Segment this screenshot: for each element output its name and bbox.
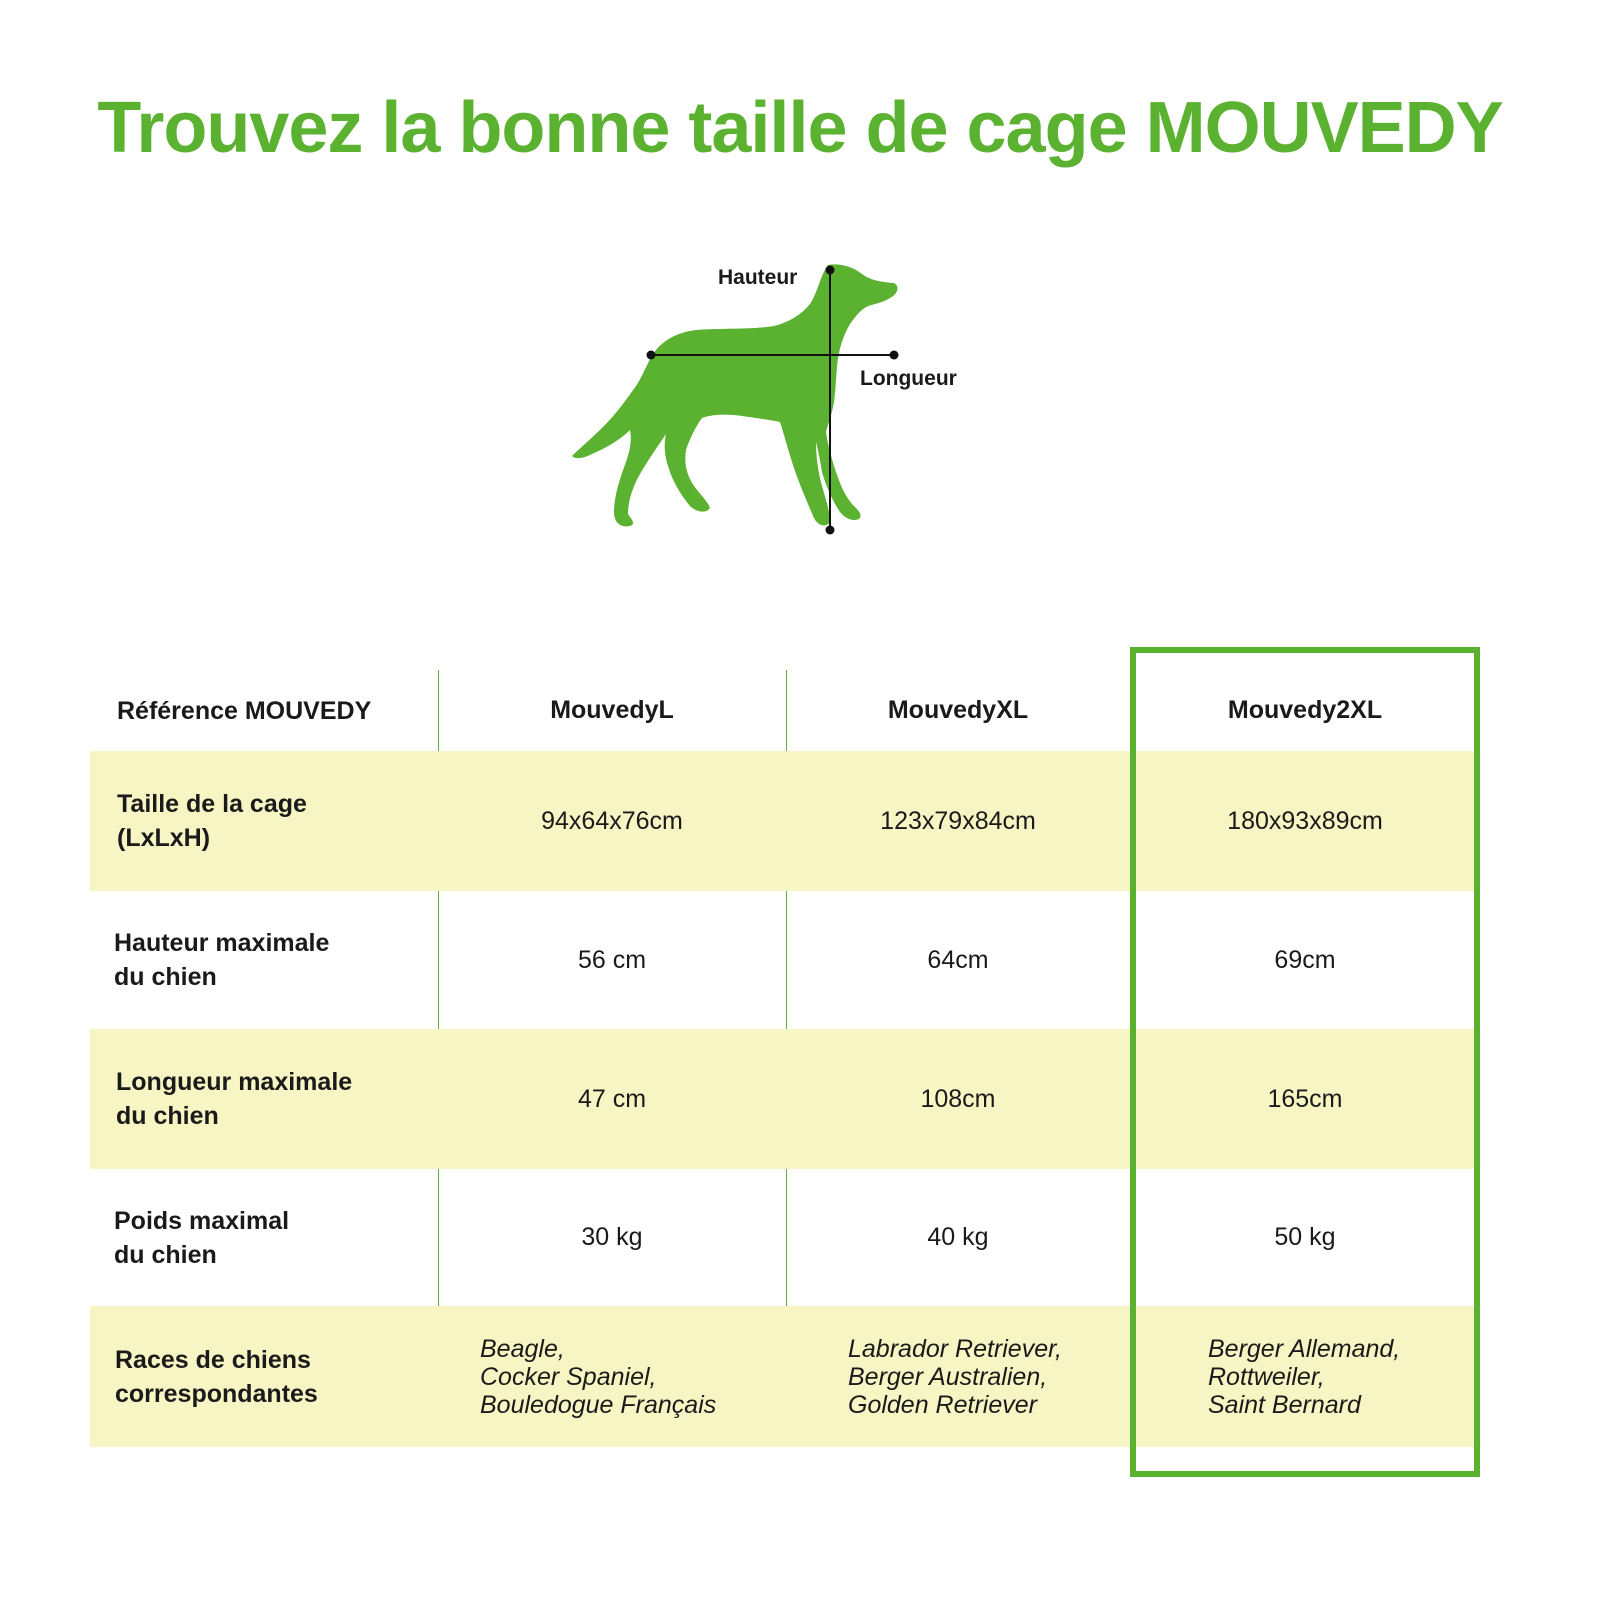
size-table [90,670,1480,1447]
table-cell: 165cm [1130,1029,1480,1169]
breeds-cell [786,1306,1130,1447]
row-label-line: (LxLxH) [117,824,211,852]
row-label-line: du chien [116,1102,219,1130]
breed-item: Bouledogue Français [480,1390,717,1419]
table-header-row [90,670,1480,751]
row-label-max-length [90,1029,438,1169]
row-label-line: Longueur maximale [116,1068,353,1096]
table-row [90,1306,1480,1447]
breeds-cell [1130,1306,1480,1447]
table-cell: 56 cm [577,945,647,974]
length-label: Longueur [860,367,957,390]
row-label-line: Taille de la cage [117,790,307,818]
table-row [90,891,1480,1029]
breed-item: Golden Retriever [848,1390,1037,1419]
table-cell: 47 cm [438,1029,786,1169]
row-label-cage-size [90,751,438,891]
header-reference: Référence MOUVEDY [117,696,372,725]
breed-item: Cocker Spaniel, [480,1362,657,1391]
table-row [90,1029,1480,1169]
table-row [90,751,1480,891]
breed-item: Berger Australien, [848,1362,1048,1391]
breed-item: Labrador Retriever, [848,1334,1063,1363]
row-label-line: Poids maximal [114,1206,290,1235]
row-label-line: du chien [114,963,217,991]
header-mouvedy-xl: MouvedyXL [887,696,1029,724]
dog-silhouette-icon [560,250,1000,550]
breed-item: Rottweiler, [1208,1362,1325,1391]
table-cell: 30 kg [581,1223,643,1251]
header-mouvedy-l: MouvedyL [550,696,674,724]
page-title: Trouvez la bonne taille de cage MOUVEDY [97,88,1503,168]
table-row [90,1169,1480,1306]
table-cell: 50 kg [1274,1223,1336,1251]
header-mouvedy-2xl: Mouvedy2XL [1227,696,1383,724]
row-label-max-height [90,891,438,1029]
table-cell: 69cm [1274,945,1336,974]
height-label: Hauteur [718,266,798,289]
row-label-line: correspondantes [115,1379,318,1408]
table-cell: 108cm [786,1029,1130,1169]
table-cell: 40 kg [927,1223,989,1251]
table-cell: 64cm [927,945,989,974]
row-label-line: du chien [114,1240,217,1269]
table-cell: 94x64x76cm [438,751,786,891]
row-label-max-weight [90,1169,438,1306]
breed-item: Berger Allemand, [1208,1334,1401,1363]
row-label-breeds [90,1306,438,1447]
row-label-line: Races de chiens [115,1345,311,1374]
breed-item: Beagle, [480,1334,565,1363]
dog-diagram [560,250,1000,550]
breeds-cell [438,1306,786,1447]
breed-item: Saint Bernard [1208,1390,1361,1419]
table-cell: 123x79x84cm [786,751,1130,891]
row-label-line: Hauteur maximale [114,929,330,957]
table-cell: 180x93x89cm [1130,751,1480,891]
